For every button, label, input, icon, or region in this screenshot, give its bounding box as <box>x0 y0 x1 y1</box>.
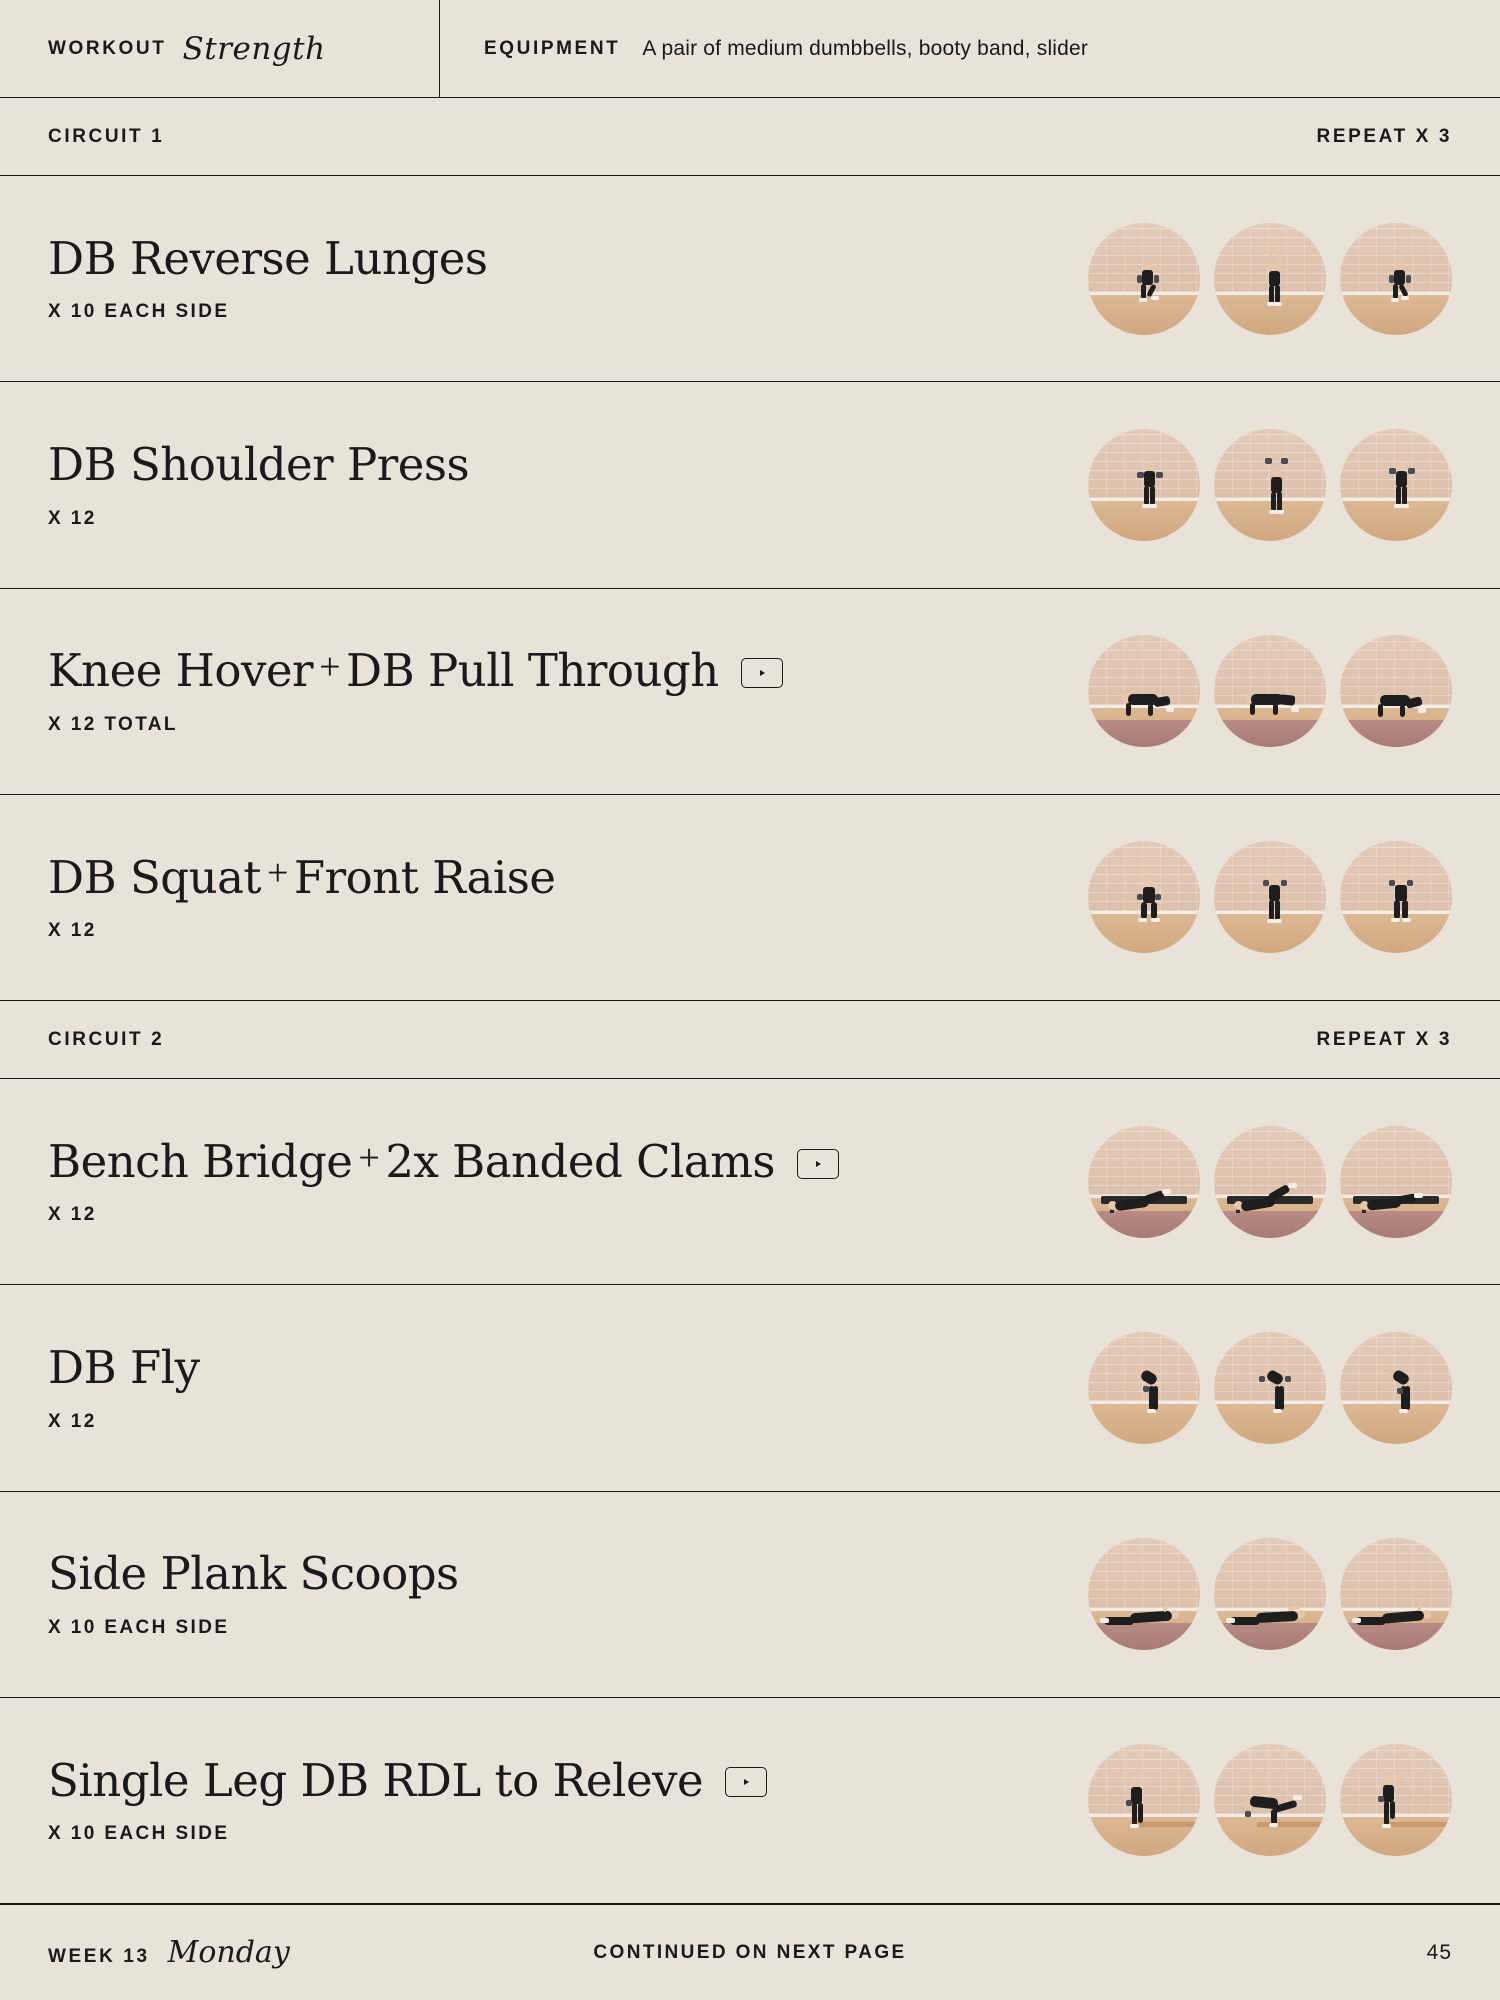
circuit-repeat: REPEAT X 3 <box>1316 125 1452 147</box>
circuit-title: CIRCUIT 1 <box>48 125 165 147</box>
exercise-reps: X 12 TOTAL <box>48 713 178 735</box>
exercise-name-part2: DB Pull Through <box>346 644 719 698</box>
equipment-label: EQUIPMENT <box>484 37 621 59</box>
exercise-name <box>48 646 783 696</box>
exercise-thumbnail[interactable] <box>1214 841 1326 953</box>
exercise-reps: X 10 EACH SIDE <box>48 1616 230 1638</box>
exercise-name <box>48 850 556 904</box>
footer-week-block <box>48 1935 290 1970</box>
exercise-thumbnail[interactable] <box>1088 1744 1200 1856</box>
workout-block <box>0 0 440 97</box>
exercise-info <box>48 440 469 530</box>
circuit-header-2 <box>0 1001 1500 1079</box>
exercise-thumbnails <box>1088 1744 1452 1856</box>
play-icon[interactable] <box>725 1767 767 1797</box>
exercise-row[interactable] <box>0 589 1500 795</box>
exercise-thumbnails <box>1088 223 1452 335</box>
exercise-reps: X 12 <box>48 920 97 942</box>
exercise-name-plus: + <box>266 852 288 895</box>
exercise-info <box>48 1753 767 1846</box>
workout-label: WORKOUT <box>48 37 167 59</box>
exercise-name-plus: + <box>358 1136 380 1179</box>
exercise-thumbnail[interactable] <box>1214 1744 1326 1856</box>
exercise-thumbnails <box>1088 841 1452 953</box>
exercise-name <box>48 1343 200 1393</box>
equipment-value: A pair of medium dumbbells, booty band, slider <box>642 36 1089 60</box>
page-footer <box>0 1904 1500 2000</box>
exercise-thumbnail[interactable] <box>1088 429 1200 541</box>
exercise-name <box>48 231 488 285</box>
exercise-name-part1: Knee Hover <box>48 644 314 698</box>
exercise-name <box>48 1753 767 1807</box>
exercise-name-plus: + <box>319 646 341 689</box>
exercise-thumbnail[interactable] <box>1088 635 1200 747</box>
exercise-thumbnail[interactable] <box>1214 1332 1326 1444</box>
exercise-name-part1: Side Plank Scoops <box>48 1547 459 1601</box>
exercise-thumbnail[interactable] <box>1088 1332 1200 1444</box>
exercise-row[interactable] <box>0 382 1500 588</box>
footer-page-number: 45 <box>1426 1940 1452 1964</box>
exercise-thumbnail[interactable] <box>1340 1744 1452 1856</box>
exercise-info <box>48 231 488 324</box>
exercise-thumbnails <box>1088 635 1452 747</box>
exercise-row[interactable] <box>0 1698 1500 1904</box>
circuit-header-1 <box>0 98 1500 176</box>
exercise-name-part1: DB Reverse Lunges <box>48 231 488 285</box>
exercise-thumbnail[interactable] <box>1088 841 1200 953</box>
exercise-reps: X 10 EACH SIDE <box>48 301 230 323</box>
exercise-thumbnail[interactable] <box>1214 635 1326 747</box>
footer-week: WEEK 13 <box>48 1946 150 1967</box>
exercise-row[interactable] <box>0 1079 1500 1285</box>
exercise-thumbnail[interactable] <box>1088 1126 1200 1238</box>
footer-content <box>48 1935 1452 1970</box>
exercise-thumbnails <box>1088 1126 1452 1238</box>
exercise-thumbnail[interactable] <box>1340 635 1452 747</box>
circuit-repeat: REPEAT X 3 <box>1316 1028 1452 1050</box>
exercise-row[interactable] <box>0 176 1500 382</box>
exercise-name <box>48 1549 459 1599</box>
exercise-thumbnail[interactable] <box>1214 1538 1326 1650</box>
circuit-title: CIRCUIT 2 <box>48 1028 165 1050</box>
exercise-info <box>48 1134 839 1227</box>
exercise-name <box>48 1134 839 1188</box>
exercise-thumbnails <box>1088 429 1452 541</box>
exercise-thumbnail[interactable] <box>1340 841 1452 953</box>
exercise-thumbnail[interactable] <box>1340 1126 1452 1238</box>
equipment-block <box>440 0 1500 97</box>
exercise-reps: X 12 <box>48 1204 97 1226</box>
exercise-name-part1: DB Fly <box>48 1341 200 1395</box>
page-header <box>0 0 1500 98</box>
exercise-thumbnail[interactable] <box>1214 223 1326 335</box>
exercise-thumbnail[interactable] <box>1340 1332 1452 1444</box>
exercise-name <box>48 440 469 490</box>
exercise-thumbnail[interactable] <box>1214 1126 1326 1238</box>
workout-value: Strength <box>182 30 326 67</box>
exercise-thumbnail[interactable] <box>1088 223 1200 335</box>
exercise-info <box>48 850 556 943</box>
exercise-name-part1: Single Leg DB RDL to Releve <box>48 1753 704 1807</box>
exercise-reps: X 10 EACH SIDE <box>48 1823 230 1845</box>
footer-day: Monday <box>167 1935 290 1970</box>
exercise-thumbnails <box>1088 1538 1452 1650</box>
play-icon[interactable] <box>741 658 783 688</box>
exercise-thumbnail[interactable] <box>1088 1538 1200 1650</box>
exercise-row[interactable] <box>0 1492 1500 1698</box>
exercise-thumbnail[interactable] <box>1340 223 1452 335</box>
exercise-info <box>48 646 783 736</box>
exercise-info <box>48 1343 200 1433</box>
exercise-name-part1: DB Shoulder Press <box>48 438 470 492</box>
exercise-row[interactable] <box>0 1285 1500 1491</box>
exercise-thumbnail[interactable] <box>1340 429 1452 541</box>
exercise-name-part1: DB Squat <box>48 850 261 904</box>
exercise-thumbnail[interactable] <box>1214 429 1326 541</box>
footer-continued-note: CONTINUED ON NEXT PAGE <box>593 1941 907 1963</box>
exercise-row[interactable] <box>0 795 1500 1001</box>
exercise-reps: X 12 <box>48 507 97 529</box>
exercise-info <box>48 1549 459 1639</box>
exercise-thumbnails <box>1088 1332 1452 1444</box>
exercise-reps: X 12 <box>48 1410 97 1432</box>
exercise-name-part2: Front Raise <box>293 850 556 904</box>
play-icon[interactable] <box>797 1149 839 1179</box>
exercise-thumbnail[interactable] <box>1340 1538 1452 1650</box>
exercise-name-part2: 2x Banded Clams <box>385 1134 775 1188</box>
exercise-name-part1: Bench Bridge <box>48 1134 353 1188</box>
